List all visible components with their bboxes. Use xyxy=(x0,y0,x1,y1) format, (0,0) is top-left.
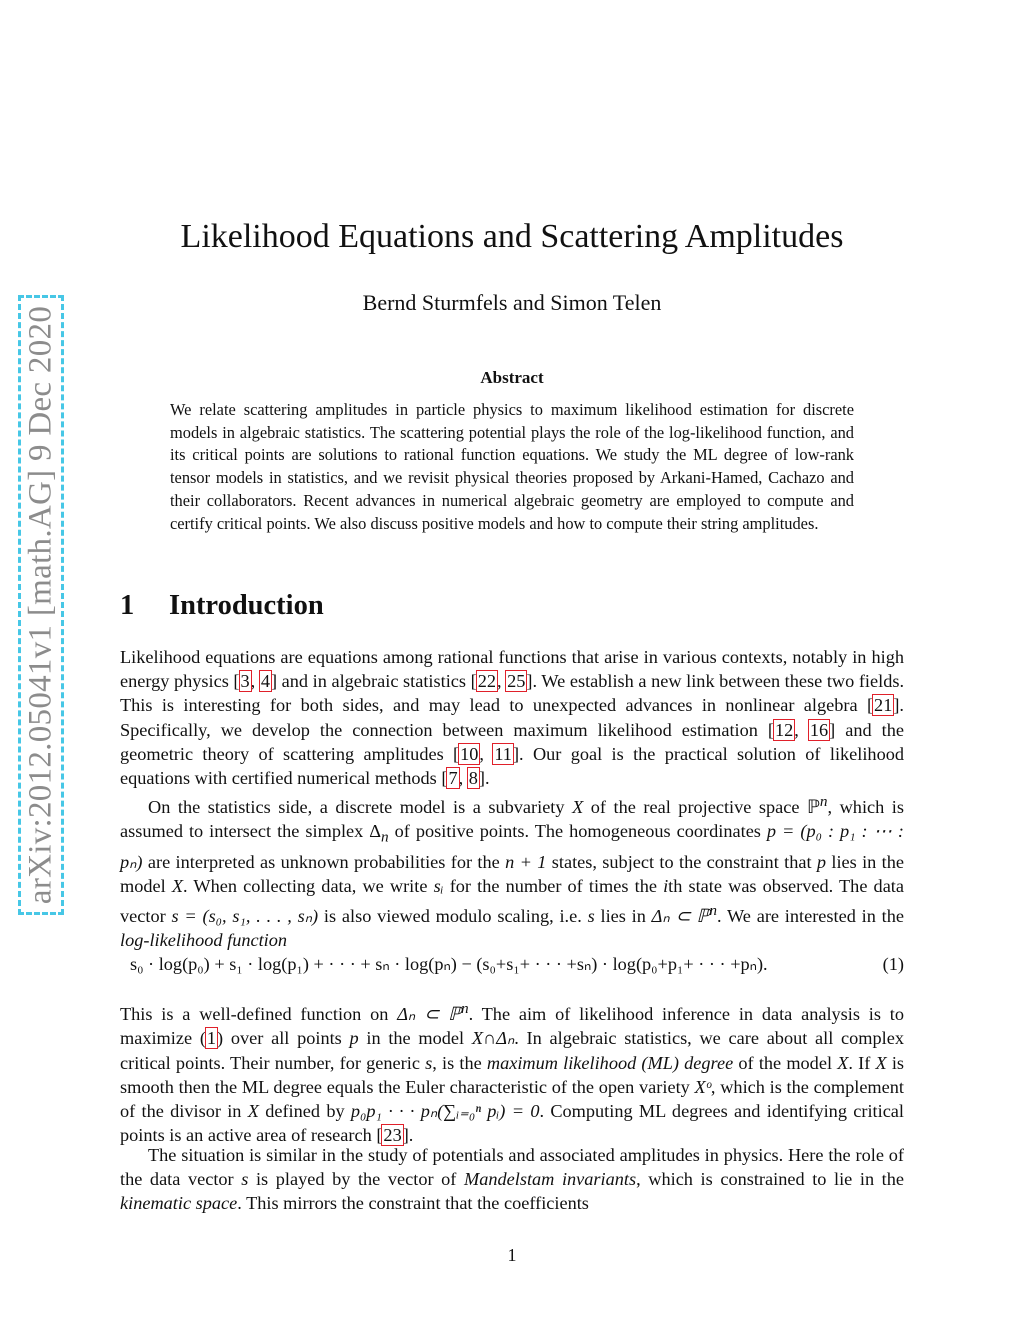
citation-link[interactable]: 8 xyxy=(468,768,478,789)
math-var: sᵢ xyxy=(433,876,444,897)
text: lies in the model xyxy=(120,852,904,897)
math-var: X xyxy=(247,1100,259,1121)
math-var: i xyxy=(663,876,669,897)
text: , is the xyxy=(432,1052,487,1073)
emphasis: maximum likelihood (ML) degree xyxy=(486,1052,734,1073)
abstract-text: We relate scattering amplitudes in particle physics to maximum likelihood estimation for discrete models in algebraic statistics. The scattering potential plays the role of the log-likelihood function, and its critical points are solutions to rational function equations. We study the ML degree of low-rank tensor models in statistics, and we revisit physical theories proposed by Arkani-Hamed, Cachazo and their collaborators. Recent advances in numerical algebraic geometry are employed to compute and certify critical points. We also discuss positive models and how to compute their string amplitudes. xyxy=(170,400,854,533)
text: ]. xyxy=(402,1125,414,1146)
math-var: X xyxy=(572,797,584,818)
math-expr: s = (s₀, s₁, . . . , sₙ) xyxy=(171,905,319,926)
text: th state was observed. The data vector xyxy=(120,876,904,926)
text: , which is the complement of the divisor in xyxy=(120,1076,904,1121)
text: ]. We establish a new link between these two fields. This is interesting for both sides, and may lead to unexpected advances in nonlinear algebra [ xyxy=(120,671,905,716)
citation-link[interactable]: 23 xyxy=(383,1125,402,1146)
text: . This mirrors the constraint that the coefficients xyxy=(237,1193,589,1214)
math-expr: X∩Δₙ xyxy=(471,1028,515,1049)
math-var: n xyxy=(709,901,717,919)
text: for the number of times the xyxy=(443,876,664,897)
math-expr: Δₙ ⊂ ℙ xyxy=(397,1004,461,1025)
text: This is a well-defined function on xyxy=(120,1004,398,1025)
equation-link[interactable]: 1 xyxy=(206,1028,217,1049)
text: ]. Our goal is the practical solution of likelihood equations with certified numerical methods [ xyxy=(120,743,904,789)
text: is also viewed modulo scaling, i.e. xyxy=(318,905,588,926)
text: states, subject to the constraint that xyxy=(546,852,817,873)
math-var: s xyxy=(425,1052,433,1073)
citation-link[interactable]: 7 xyxy=(448,768,458,789)
emphasis: kinematic space xyxy=(120,1193,238,1214)
paper-title: Likelihood Equations and Scattering Amplitudes xyxy=(180,218,844,255)
text: . The aim of likelihood inference in data analysis is to maximize ( xyxy=(120,1004,905,1049)
math-var: X xyxy=(837,1052,849,1073)
text: is smooth then the ML degree equals the Euler characteristic of the open variety xyxy=(120,1052,905,1097)
citation-link[interactable]: 4 xyxy=(260,671,270,692)
equation-body: s₀ · log(p₀) + s₁ · log(p₁) + · · · + sₙ · log(pₙ) − (s₀+s₁+ · · · +sₙ) · log(p₀+p₁+ · · · +pₙ). xyxy=(130,954,768,974)
text: lies in xyxy=(594,905,652,926)
citation-link[interactable]: 10 xyxy=(460,743,479,764)
text: . We are interested in the xyxy=(717,905,904,926)
math-var: X xyxy=(171,876,183,897)
math-expr: p = (p₀ : p₁ : ⋯ : pₙ) xyxy=(120,821,904,873)
math-var: n xyxy=(460,1000,469,1017)
text: of the model xyxy=(733,1052,838,1073)
math-var: p xyxy=(349,1028,359,1049)
equation-1 xyxy=(120,954,904,982)
math-var: n xyxy=(381,828,389,846)
paper-authors: Bernd Sturmfels and Simon Telen xyxy=(362,290,662,315)
paragraph-intro: Likelihood equations are equations among rational functions that arise in various contexts, notably in high energy physics [3, 4] and in algebraic statistics [22, 25]. We establish a new link between these two fields. This is interesting for both sides, and may lead to unexpected advances in nonlinear algebra [21]. Specifically, we develop the connection between maximum likelihood estimation [12, 16] and the geometric theory of scattering amplitudes [10, 11]. Our goal is the practical solution of likelihood equations with certified numerical methods [7, 8]. xyxy=(120,647,905,789)
math-var: p xyxy=(816,852,827,873)
text: . If xyxy=(848,1052,876,1073)
text: On the statistics side, a discrete model is a subvariety xyxy=(148,797,573,818)
text: of the real projective space ℙ xyxy=(583,797,820,818)
text: ) over all points xyxy=(217,1028,350,1049)
text: ] and the geometric theory of scattering amplitudes [ xyxy=(120,719,905,764)
text: The situation is similar in the study of potentials and associated amplitudes in physics. Here the role of the data vector xyxy=(120,1145,904,1190)
section-title: Introduction xyxy=(169,590,324,621)
citation-link[interactable]: 11 xyxy=(494,743,512,764)
math-expr: n + 1 xyxy=(505,852,547,873)
citation-link[interactable]: 3 xyxy=(240,671,250,692)
math-expr: Δₙ ⊂ ℙ xyxy=(651,905,710,926)
equation-number: (1) xyxy=(882,954,904,974)
text: defined by xyxy=(258,1100,351,1121)
text: ]. xyxy=(478,768,490,789)
math-var: n xyxy=(819,793,828,810)
page-number: 1 xyxy=(507,1245,517,1265)
paragraph-ml-degree xyxy=(120,997,904,1147)
arxiv-stamp xyxy=(18,295,64,915)
text: . When collecting data, we write xyxy=(182,876,434,897)
text: Likelihood equations are equations among rational functions that arise in various contexts, notably in high energy physics [ xyxy=(120,647,904,692)
section-heading xyxy=(120,590,324,622)
section-number: 1 xyxy=(120,590,135,621)
text: , which is assumed to intersect the simplex Δ xyxy=(120,797,904,842)
text: . Computing ML degrees and identifying critical points is an active area of research [ xyxy=(120,1100,905,1146)
citation-link[interactable]: 21 xyxy=(874,695,893,716)
math-expr: Xᵒ xyxy=(694,1076,711,1097)
math-var: s xyxy=(587,905,595,926)
text: is played by the vector of xyxy=(248,1169,464,1190)
text: . In algebraic statistics, we care about all complex critical points. Their number, for generic xyxy=(120,1028,904,1073)
citation-link[interactable]: 16 xyxy=(809,719,829,740)
math-var: X xyxy=(875,1052,887,1073)
citation-link[interactable]: 22 xyxy=(477,671,496,692)
math-var: s xyxy=(241,1169,249,1190)
citation-link[interactable]: 12 xyxy=(775,719,794,740)
arxiv-identifier[interactable]: arXiv:2012.05041v1 [math.AG] 9 Dec 2020 xyxy=(22,305,59,905)
abstract-heading: Abstract xyxy=(480,368,544,387)
text: of positive points. The homogeneous coordinates xyxy=(388,821,767,842)
text: ] and in algebraic statistics [ xyxy=(270,671,477,692)
text: in the model xyxy=(358,1028,472,1049)
paragraph-statistics xyxy=(120,790,904,952)
text: , which is constrained to lie in the xyxy=(636,1169,905,1190)
text: are interpreted as unknown probabilities for the xyxy=(142,852,506,873)
emphasis: log-likelihood function xyxy=(120,929,288,950)
text: ]. Specifically, we develop the connection between maximum likelihood estimation [ xyxy=(120,695,904,740)
math-expr: p₀p₁ · · · pₙ(∑ᵢ₌₀ⁿ pᵢ) = 0 xyxy=(350,1100,540,1121)
emphasis: Mandelstam invariants xyxy=(463,1169,637,1190)
citation-link[interactable]: 25 xyxy=(507,671,526,692)
paragraph-physics xyxy=(120,1143,904,1216)
